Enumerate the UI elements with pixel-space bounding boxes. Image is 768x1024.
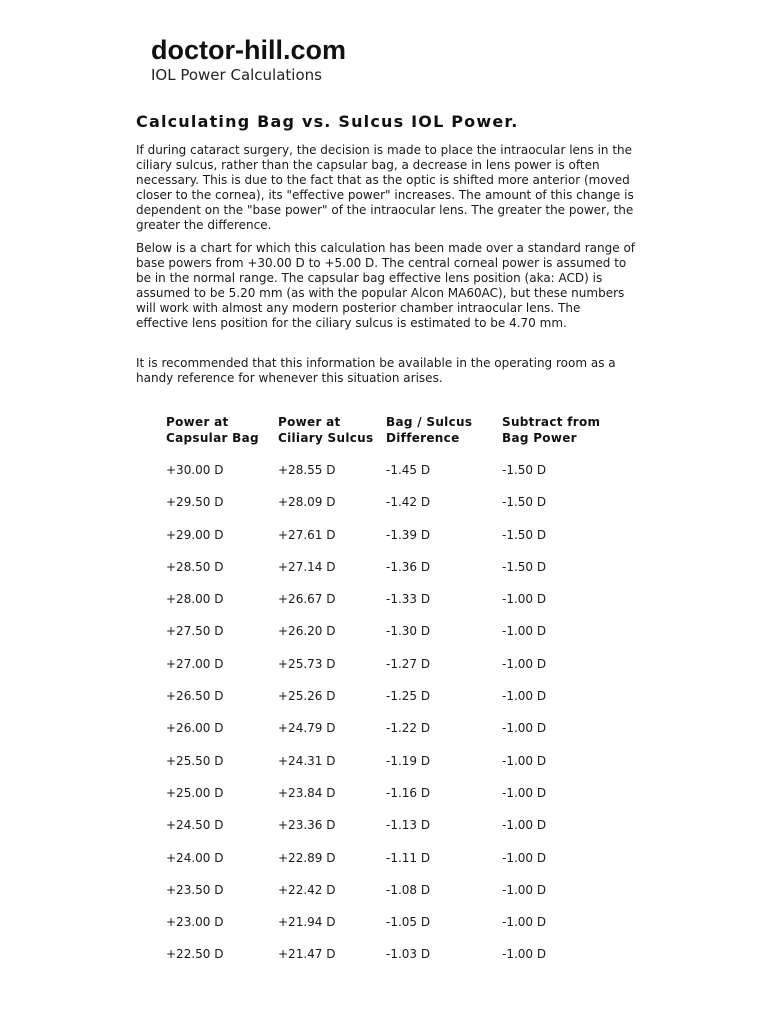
cell-sulcus-power: +22.89 D — [278, 850, 336, 865]
cell-sulcus-power: +28.55 D — [278, 463, 336, 477]
cell-difference: -1.27 D — [386, 656, 431, 671]
cell-subtract: -1.00 D — [502, 850, 547, 865]
cell-sulcus-power: +23.36 D — [278, 818, 336, 833]
header-line: Bag Power — [502, 431, 577, 445]
table-row — [166, 753, 636, 785]
table-row — [166, 850, 636, 882]
header-line: Capsular Bag — [166, 431, 259, 445]
cell-subtract: -1.50 D — [502, 463, 547, 477]
cell-bag-power: +28.50 D — [166, 559, 224, 574]
cell-subtract: -1.00 D — [502, 915, 547, 930]
cell-subtract: -1.50 D — [502, 495, 547, 510]
cell-bag-power: +23.50 D — [166, 882, 224, 897]
cell-sulcus-power: +24.31 D — [278, 753, 336, 768]
header-difference — [386, 414, 472, 446]
cell-sulcus-power: +27.61 D — [278, 527, 336, 542]
cell-sulcus-power: +26.67 D — [278, 592, 336, 607]
cell-difference: -1.13 D — [386, 818, 431, 833]
cell-bag-power: +29.00 D — [166, 527, 224, 542]
cell-bag-power: +26.00 D — [166, 721, 224, 736]
cell-sulcus-power: +25.73 D — [278, 656, 336, 671]
iol-power-table — [166, 414, 636, 962]
cell-difference: -1.22 D — [386, 721, 431, 736]
cell-sulcus-power: +27.14 D — [278, 559, 336, 574]
cell-sulcus-power: +24.79 D — [278, 721, 336, 736]
cell-subtract: -1.00 D — [502, 656, 547, 671]
cell-difference: -1.45 D — [386, 463, 431, 477]
table-body — [166, 462, 636, 979]
table-row — [166, 785, 636, 817]
cell-bag-power: +30.00 D — [166, 463, 224, 477]
cell-bag-power: +27.00 D — [166, 656, 224, 671]
table-header — [166, 414, 636, 448]
cell-subtract: -1.00 D — [502, 624, 547, 639]
cell-sulcus-power: +22.42 D — [278, 882, 336, 897]
cell-bag-power: +27.50 D — [166, 624, 224, 639]
cell-subtract: -1.00 D — [502, 818, 547, 833]
table-row — [166, 914, 636, 946]
header-subtract — [502, 414, 600, 446]
cell-sulcus-power: +25.26 D — [278, 689, 336, 704]
cell-difference: -1.11 D — [386, 850, 431, 865]
cell-difference: -1.42 D — [386, 495, 431, 510]
cell-bag-power: +22.50 D — [166, 947, 224, 962]
cell-subtract: -1.00 D — [502, 785, 547, 800]
site-title: doctor-hill.com — [151, 35, 346, 65]
table-row — [166, 688, 636, 720]
cell-bag-power: +26.50 D — [166, 689, 224, 704]
cell-difference: -1.05 D — [386, 915, 431, 930]
table-row — [166, 882, 636, 914]
cell-difference: -1.03 D — [386, 947, 431, 962]
table-row — [166, 656, 636, 688]
table-row — [166, 559, 636, 591]
cell-difference: -1.30 D — [386, 624, 431, 639]
cell-difference: -1.33 D — [386, 592, 431, 607]
cell-bag-power: +24.00 D — [166, 850, 224, 865]
cell-subtract: -1.50 D — [502, 527, 547, 542]
table-row — [166, 817, 636, 849]
header-line: Difference — [386, 431, 460, 445]
cell-subtract: -1.00 D — [502, 753, 547, 768]
cell-sulcus-power: +26.20 D — [278, 624, 336, 639]
cell-difference: -1.16 D — [386, 785, 431, 800]
cell-bag-power: +29.50 D — [166, 495, 224, 510]
cell-subtract: -1.50 D — [502, 559, 547, 574]
cell-subtract: -1.00 D — [502, 947, 547, 962]
cell-difference: -1.08 D — [386, 882, 431, 897]
cell-subtract: -1.00 D — [502, 882, 547, 897]
cell-sulcus-power: +21.94 D — [278, 915, 336, 930]
table-row — [166, 462, 636, 494]
table-row — [166, 591, 636, 623]
table-row — [166, 720, 636, 752]
cell-difference: -1.19 D — [386, 753, 431, 768]
table-row — [166, 494, 636, 526]
cell-bag-power: +23.00 D — [166, 915, 224, 930]
chart-description-paragraph: Below is a chart for which this calculation has been made over a standard range of base powers from +30.00 D to +5.00 D. The central corneal power is assumed to be in the normal range. The capsular bag effective lens position (aka: ACD) is assumed to be 5.20 mm (as with the popular Alcon MA60AC), but these numbers will work with almost any modern posterior chamber intraocular lens. The effective lens position for the ciliary sulcus is estimated to be 4.70 mm. — [136, 241, 636, 331]
recommendation-paragraph: It is recommended that this information be available in the operating room as a handy reference for whenever this situation arises. — [136, 356, 616, 386]
table-row — [166, 946, 636, 978]
header-line: Bag / Sulcus — [386, 415, 473, 429]
article-heading: Calculating Bag vs. Sulcus IOL Power. — [136, 112, 519, 131]
header-line: Subtract from — [502, 415, 601, 429]
cell-bag-power: +25.00 D — [166, 785, 224, 800]
cell-sulcus-power: +23.84 D — [278, 785, 336, 800]
cell-difference: -1.36 D — [386, 559, 431, 574]
cell-bag-power: +28.00 D — [166, 592, 224, 607]
cell-subtract: -1.00 D — [502, 592, 547, 607]
site-subtitle: IOL Power Calculations — [151, 66, 322, 84]
cell-sulcus-power: +21.47 D — [278, 947, 336, 962]
table-row — [166, 623, 636, 655]
cell-bag-power: +25.50 D — [166, 753, 224, 768]
header-ciliary-sulcus — [278, 414, 373, 446]
table-row — [166, 527, 636, 559]
cell-difference: -1.39 D — [386, 527, 431, 542]
header-capsular-bag — [166, 414, 259, 446]
cell-subtract: -1.00 D — [502, 721, 547, 736]
header-line: Ciliary Sulcus — [278, 431, 374, 445]
header-line: Power at — [166, 415, 229, 429]
cell-bag-power: +24.50 D — [166, 818, 224, 833]
cell-subtract: -1.00 D — [502, 689, 547, 704]
header-line: Power at — [278, 415, 341, 429]
cell-sulcus-power: +28.09 D — [278, 495, 336, 510]
intro-paragraph: If during cataract surgery, the decision is made to place the intraocular lens in the ciliary sulcus, rather than the capsular bag, a decrease in lens power is often necessary. This is due to the fact that as the optic is shifted more anterior (moved closer to the cornea), its "effective power" increases. The amount of this change is dependent on the "base power" of the intraocular lens. The greater the power, the greater the difference. — [136, 143, 634, 233]
cell-difference: -1.25 D — [386, 689, 431, 704]
